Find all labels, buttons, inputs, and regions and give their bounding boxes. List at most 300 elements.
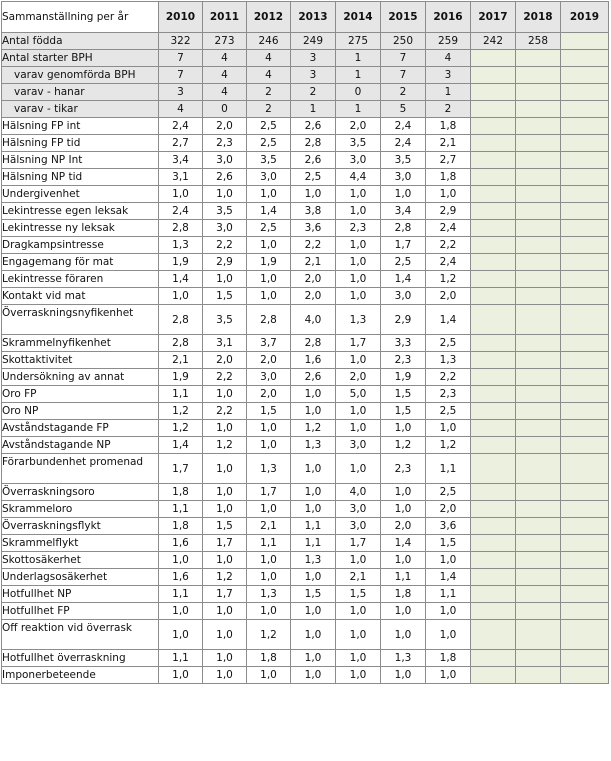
value-cell: 1,1 <box>291 518 336 535</box>
value-cell: 1,0 <box>426 603 471 620</box>
value-cell <box>561 288 609 305</box>
row-label: Engagemang för mat <box>2 254 159 271</box>
value-cell: 2,0 <box>247 386 291 403</box>
value-cell: 1,1 <box>426 454 471 484</box>
row-label: Avståndstagande NP <box>2 437 159 454</box>
value-cell: 1,2 <box>203 569 247 586</box>
value-cell: 1,0 <box>291 667 336 684</box>
value-cell <box>561 203 609 220</box>
value-cell <box>516 67 561 84</box>
table-row <box>2 220 609 237</box>
value-cell <box>471 603 516 620</box>
value-cell: 1,2 <box>203 437 247 454</box>
value-cell <box>471 101 516 118</box>
value-cell: 1,0 <box>203 420 247 437</box>
value-cell: 1,0 <box>291 454 336 484</box>
value-cell: 1,1 <box>159 386 203 403</box>
value-cell <box>561 33 609 50</box>
value-cell: 1,3 <box>336 305 381 335</box>
value-cell: 1,2 <box>291 420 336 437</box>
value-cell <box>471 552 516 569</box>
value-cell: 2,5 <box>291 169 336 186</box>
value-cell <box>561 603 609 620</box>
value-cell: 2,8 <box>291 135 336 152</box>
table-row <box>2 667 609 684</box>
row-label: Hälsning FP int <box>2 118 159 135</box>
value-cell <box>516 552 561 569</box>
value-cell: 4 <box>203 50 247 67</box>
value-cell: 3,0 <box>203 220 247 237</box>
value-cell: 4 <box>247 67 291 84</box>
value-cell: 1,0 <box>336 352 381 369</box>
value-cell: 1,0 <box>336 620 381 650</box>
year-header: 2014 <box>336 2 381 33</box>
value-cell: 1 <box>336 50 381 67</box>
row-label: Överraskningsnyfikenhet <box>2 305 159 335</box>
value-cell: 2 <box>247 101 291 118</box>
row-label: Skottosäkerhet <box>2 552 159 569</box>
value-cell: 2,4 <box>426 220 471 237</box>
value-cell: 1,4 <box>381 271 426 288</box>
row-label: varav - tikar <box>2 101 159 118</box>
value-cell <box>471 186 516 203</box>
value-cell: 2,8 <box>159 220 203 237</box>
value-cell: 2,8 <box>159 305 203 335</box>
value-cell: 1,3 <box>247 586 291 603</box>
value-cell: 1,1 <box>159 501 203 518</box>
table-row <box>2 288 609 305</box>
value-cell: 1,8 <box>426 650 471 667</box>
value-cell: 3,0 <box>247 369 291 386</box>
value-cell: 1,6 <box>159 569 203 586</box>
value-cell: 2,5 <box>426 335 471 352</box>
value-cell <box>561 569 609 586</box>
value-cell <box>561 152 609 169</box>
row-label: Underlagsosäkerhet <box>2 569 159 586</box>
value-cell: 1,0 <box>159 186 203 203</box>
value-cell: 1,4 <box>159 437 203 454</box>
value-cell: 1,1 <box>159 650 203 667</box>
value-cell: 1,8 <box>381 586 426 603</box>
value-cell: 2,0 <box>291 271 336 288</box>
value-cell <box>471 437 516 454</box>
value-cell: 242 <box>471 33 516 50</box>
value-cell <box>561 169 609 186</box>
value-cell <box>516 237 561 254</box>
value-cell <box>561 67 609 84</box>
row-label: Hälsning NP tid <box>2 169 159 186</box>
value-cell <box>516 603 561 620</box>
value-cell: 1,9 <box>247 254 291 271</box>
value-cell <box>516 50 561 67</box>
value-cell <box>561 237 609 254</box>
value-cell: 1,4 <box>381 535 426 552</box>
value-cell: 1,4 <box>426 305 471 335</box>
value-cell: 1,0 <box>291 484 336 501</box>
value-cell: 4,0 <box>336 484 381 501</box>
row-label: Oro FP <box>2 386 159 403</box>
value-cell: 1 <box>426 84 471 101</box>
value-cell: 1,3 <box>159 237 203 254</box>
value-cell: 2,0 <box>247 352 291 369</box>
value-cell: 1,9 <box>159 369 203 386</box>
value-cell <box>471 118 516 135</box>
year-header: 2018 <box>516 2 561 33</box>
value-cell: 1,0 <box>426 186 471 203</box>
value-cell <box>561 586 609 603</box>
value-cell <box>516 271 561 288</box>
value-cell <box>516 484 561 501</box>
value-cell: 2,8 <box>381 220 426 237</box>
row-label: Lekintresse föraren <box>2 271 159 288</box>
row-label: varav - hanar <box>2 84 159 101</box>
value-cell: 2 <box>426 101 471 118</box>
value-cell: 1,5 <box>247 403 291 420</box>
value-cell: 249 <box>291 33 336 50</box>
value-cell: 1,0 <box>381 552 426 569</box>
value-cell <box>561 620 609 650</box>
value-cell: 3,0 <box>336 518 381 535</box>
value-cell: 2,3 <box>336 220 381 237</box>
value-cell: 1,0 <box>381 484 426 501</box>
value-cell: 2,9 <box>381 305 426 335</box>
table-row <box>2 569 609 586</box>
value-cell <box>471 667 516 684</box>
value-cell: 2,2 <box>203 369 247 386</box>
year-header: 2011 <box>203 2 247 33</box>
value-cell <box>516 501 561 518</box>
value-cell: 1,0 <box>203 620 247 650</box>
value-cell <box>471 386 516 403</box>
value-cell: 3 <box>159 84 203 101</box>
row-label: Kontakt vid mat <box>2 288 159 305</box>
value-cell: 3 <box>426 67 471 84</box>
table-row <box>2 518 609 535</box>
value-cell: 1,5 <box>336 586 381 603</box>
value-cell: 1,5 <box>381 403 426 420</box>
value-cell: 1,0 <box>247 501 291 518</box>
value-cell <box>471 620 516 650</box>
table-row <box>2 484 609 501</box>
value-cell <box>471 152 516 169</box>
table-row <box>2 305 609 335</box>
value-cell <box>471 254 516 271</box>
value-cell: 2,8 <box>159 335 203 352</box>
value-cell <box>561 437 609 454</box>
table-row <box>2 50 609 67</box>
value-cell <box>561 101 609 118</box>
table-row <box>2 335 609 352</box>
value-cell: 2,2 <box>203 403 247 420</box>
value-cell: 2,9 <box>203 254 247 271</box>
value-cell: 3,0 <box>381 169 426 186</box>
value-cell <box>561 305 609 335</box>
value-cell: 1,3 <box>381 650 426 667</box>
row-label: Hotfullhet FP <box>2 603 159 620</box>
value-cell <box>471 220 516 237</box>
value-cell: 2,6 <box>291 369 336 386</box>
value-cell: 2,2 <box>291 237 336 254</box>
table-row <box>2 386 609 403</box>
value-cell <box>516 101 561 118</box>
table-row <box>2 437 609 454</box>
value-cell: 2,1 <box>336 569 381 586</box>
value-cell: 1,0 <box>336 254 381 271</box>
value-cell <box>516 135 561 152</box>
row-label: Lekintresse ny leksak <box>2 220 159 237</box>
value-cell: 1,0 <box>291 569 336 586</box>
value-cell: 3,0 <box>336 152 381 169</box>
value-cell: 1,7 <box>159 454 203 484</box>
value-cell: 1 <box>291 101 336 118</box>
value-cell: 1,0 <box>336 454 381 484</box>
value-cell: 4 <box>203 67 247 84</box>
year-header: 2017 <box>471 2 516 33</box>
value-cell <box>471 135 516 152</box>
row-label: Hälsning FP tid <box>2 135 159 152</box>
value-cell <box>516 335 561 352</box>
value-cell <box>516 305 561 335</box>
value-cell <box>516 650 561 667</box>
value-cell: 1,0 <box>159 667 203 684</box>
value-cell: 1,0 <box>159 552 203 569</box>
value-cell: 1,0 <box>203 271 247 288</box>
value-cell: 1,4 <box>247 203 291 220</box>
value-cell: 1,0 <box>336 552 381 569</box>
value-cell: 3 <box>291 50 336 67</box>
value-cell <box>516 403 561 420</box>
value-cell: 1,6 <box>291 352 336 369</box>
value-cell: 3,0 <box>336 501 381 518</box>
value-cell: 3,5 <box>336 135 381 152</box>
value-cell: 2,7 <box>426 152 471 169</box>
value-cell <box>471 305 516 335</box>
value-cell <box>561 650 609 667</box>
value-cell <box>516 535 561 552</box>
value-cell: 1,6 <box>159 535 203 552</box>
year-header: 2010 <box>159 2 203 33</box>
value-cell: 2,6 <box>291 152 336 169</box>
value-cell: 2,5 <box>426 403 471 420</box>
value-cell: 4 <box>426 50 471 67</box>
value-cell: 1,5 <box>203 518 247 535</box>
value-cell: 1,2 <box>381 437 426 454</box>
row-label: Undergivenhet <box>2 186 159 203</box>
value-cell <box>561 484 609 501</box>
value-cell <box>471 335 516 352</box>
value-cell <box>561 50 609 67</box>
value-cell: 2,3 <box>381 352 426 369</box>
value-cell: 1,0 <box>203 501 247 518</box>
value-cell: 1,0 <box>291 186 336 203</box>
value-cell <box>516 84 561 101</box>
row-label: Förarbundenhet promenad <box>2 454 159 484</box>
row-label: Skrammelflykt <box>2 535 159 552</box>
year-header: 2019 <box>561 2 609 33</box>
summary-table <box>1 1 609 684</box>
value-cell: 1,0 <box>336 237 381 254</box>
value-cell: 1,0 <box>381 186 426 203</box>
value-cell <box>516 454 561 484</box>
value-cell <box>561 552 609 569</box>
value-cell: 1,0 <box>203 552 247 569</box>
value-cell: 1,0 <box>336 403 381 420</box>
year-header: 2016 <box>426 2 471 33</box>
value-cell <box>516 254 561 271</box>
value-cell <box>471 169 516 186</box>
value-cell: 3,3 <box>381 335 426 352</box>
value-cell: 2,2 <box>203 237 247 254</box>
value-cell: 273 <box>203 33 247 50</box>
value-cell: 2,5 <box>247 220 291 237</box>
value-cell: 1,0 <box>336 603 381 620</box>
value-cell: 7 <box>159 50 203 67</box>
value-cell <box>471 237 516 254</box>
value-cell: 1,0 <box>336 203 381 220</box>
value-cell: 1,0 <box>291 650 336 667</box>
table-row <box>2 650 609 667</box>
value-cell: 1,0 <box>291 386 336 403</box>
value-cell: 3,7 <box>247 335 291 352</box>
value-cell: 2,1 <box>159 352 203 369</box>
value-cell: 1,3 <box>291 552 336 569</box>
value-cell: 275 <box>336 33 381 50</box>
value-cell: 1,2 <box>159 420 203 437</box>
value-cell: 2,0 <box>336 369 381 386</box>
value-cell <box>471 352 516 369</box>
value-cell: 2,0 <box>291 288 336 305</box>
value-cell: 7 <box>381 50 426 67</box>
value-cell: 1,0 <box>247 569 291 586</box>
value-cell: 1,0 <box>247 552 291 569</box>
value-cell: 3,0 <box>247 169 291 186</box>
row-label: Off reaktion vid överrask <box>2 620 159 650</box>
value-cell <box>561 220 609 237</box>
value-cell <box>471 369 516 386</box>
value-cell <box>516 667 561 684</box>
row-label: Hotfullhet NP <box>2 586 159 603</box>
value-cell: 1,0 <box>247 271 291 288</box>
value-cell: 2,5 <box>247 118 291 135</box>
value-cell <box>471 454 516 484</box>
value-cell: 7 <box>381 67 426 84</box>
value-cell: 2,0 <box>426 288 471 305</box>
value-cell: 3,4 <box>381 203 426 220</box>
value-cell: 3,5 <box>203 305 247 335</box>
value-cell: 1,0 <box>247 186 291 203</box>
value-cell: 2,3 <box>203 135 247 152</box>
value-cell: 2,1 <box>426 135 471 152</box>
table-row <box>2 552 609 569</box>
value-cell <box>561 135 609 152</box>
value-cell: 1,3 <box>291 437 336 454</box>
value-cell: 1,1 <box>159 586 203 603</box>
value-cell: 2 <box>247 84 291 101</box>
value-cell: 3,6 <box>291 220 336 237</box>
table-row <box>2 33 609 50</box>
value-cell: 1,0 <box>336 667 381 684</box>
value-cell <box>561 186 609 203</box>
value-cell <box>561 352 609 369</box>
value-cell: 1,0 <box>203 186 247 203</box>
value-cell: 5,0 <box>336 386 381 403</box>
row-label: varav genomförda BPH <box>2 67 159 84</box>
value-cell <box>516 203 561 220</box>
row-label: Överraskningsoro <box>2 484 159 501</box>
value-cell <box>471 84 516 101</box>
value-cell: 2,0 <box>203 352 247 369</box>
value-cell: 1,2 <box>159 403 203 420</box>
value-cell: 1,0 <box>247 420 291 437</box>
table-row <box>2 237 609 254</box>
value-cell: 1 <box>336 67 381 84</box>
table-row <box>2 352 609 369</box>
value-cell <box>516 220 561 237</box>
value-cell: 1,0 <box>381 501 426 518</box>
row-label: Dragkampsintresse <box>2 237 159 254</box>
value-cell: 2,2 <box>426 369 471 386</box>
value-cell: 3,6 <box>426 518 471 535</box>
row-label: Skrammeloro <box>2 501 159 518</box>
year-header: 2012 <box>247 2 291 33</box>
table-row <box>2 169 609 186</box>
value-cell: 2,0 <box>426 501 471 518</box>
value-cell <box>561 403 609 420</box>
value-cell: 2,3 <box>381 454 426 484</box>
table-title: Sammanställning per år <box>2 2 159 33</box>
row-label: Undersökning av annat <box>2 369 159 386</box>
value-cell: 1,0 <box>336 271 381 288</box>
value-cell <box>471 203 516 220</box>
value-cell <box>516 437 561 454</box>
value-cell: 1,2 <box>247 620 291 650</box>
value-cell: 1,5 <box>203 288 247 305</box>
value-cell: 2,9 <box>426 203 471 220</box>
value-cell: 2,3 <box>426 386 471 403</box>
value-cell <box>561 501 609 518</box>
row-label: Överraskningsflykt <box>2 518 159 535</box>
value-cell: 1,9 <box>159 254 203 271</box>
value-cell: 1,0 <box>336 186 381 203</box>
value-cell: 4 <box>203 84 247 101</box>
value-cell: 2,6 <box>203 169 247 186</box>
value-cell: 0 <box>336 84 381 101</box>
value-cell: 1,8 <box>426 118 471 135</box>
value-cell: 1,5 <box>426 535 471 552</box>
table-row <box>2 501 609 518</box>
value-cell: 2,1 <box>291 254 336 271</box>
value-cell: 1,7 <box>203 535 247 552</box>
value-cell: 1,0 <box>247 288 291 305</box>
value-cell: 1,1 <box>291 535 336 552</box>
value-cell <box>516 386 561 403</box>
value-cell: 1,0 <box>291 620 336 650</box>
value-cell: 1,0 <box>159 620 203 650</box>
value-cell <box>516 152 561 169</box>
value-cell <box>516 586 561 603</box>
value-cell: 1,0 <box>381 667 426 684</box>
row-label: Hotfullhet överraskning <box>2 650 159 667</box>
value-cell: 3,1 <box>203 335 247 352</box>
value-cell <box>516 288 561 305</box>
value-cell: 3,1 <box>159 169 203 186</box>
row-label: Skottaktivitet <box>2 352 159 369</box>
value-cell: 1,0 <box>159 288 203 305</box>
value-cell: 2,4 <box>381 118 426 135</box>
value-cell: 2,0 <box>336 118 381 135</box>
row-label: Skrammelnyfikenhet <box>2 335 159 352</box>
value-cell: 1,7 <box>336 535 381 552</box>
